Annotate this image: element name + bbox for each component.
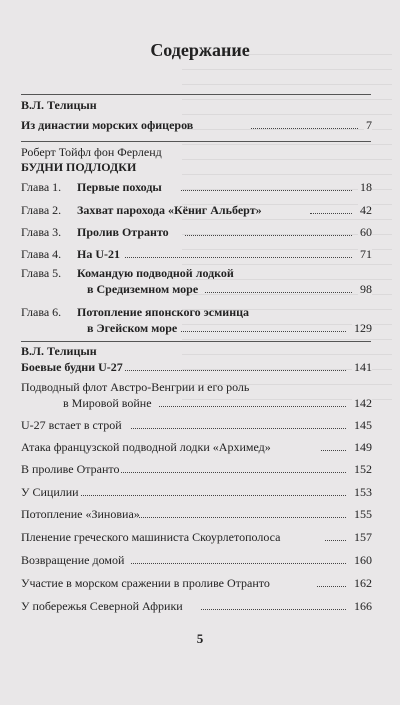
- entry-page: 153: [354, 485, 372, 499]
- dot-leader: [317, 586, 346, 587]
- dot-leader: [159, 406, 346, 407]
- entry-page: 160: [354, 553, 372, 567]
- entry-title: Возвращение домой: [21, 553, 125, 567]
- dot-leader: [185, 235, 352, 236]
- dot-leader: [321, 450, 346, 451]
- page-number: 5: [196, 631, 204, 646]
- section-title: БУДНИ ПОДЛОДКИ: [21, 160, 137, 174]
- toc-chapter[interactable]: [21, 266, 372, 302]
- page-title: Содержание: [150, 40, 250, 60]
- chapter-title-continued: в Средиземном море: [87, 282, 199, 296]
- chapter-title: Захват парохода «Кёниг Альберт»: [77, 203, 262, 217]
- chapter-title-continued: в Эгейском море: [87, 321, 178, 335]
- chapter-label: Глава 2.: [21, 203, 62, 217]
- entry-title: У побережья Северной Африки: [21, 599, 183, 613]
- chapter-title: Первые походы: [77, 180, 162, 194]
- toc-chapter[interactable]: [21, 305, 372, 341]
- entry-page: 162: [354, 576, 372, 590]
- section-divider: [21, 141, 371, 142]
- entry-title: Потопление «Зиновиа»: [21, 507, 140, 521]
- entry-page: 7: [366, 118, 372, 132]
- dot-leader: [310, 213, 352, 214]
- dot-leader: [139, 517, 346, 518]
- section-divider: [21, 341, 371, 342]
- dot-leader: [181, 331, 346, 332]
- entry-page: 155: [354, 507, 372, 521]
- toc-entry[interactable]: [21, 380, 372, 412]
- chapter-label: Глава 5.: [21, 266, 62, 280]
- chapter-page: 60: [360, 225, 372, 239]
- dot-leader: [201, 609, 346, 610]
- entry-title: Подводный флот Австро-Венгрии и его роль: [21, 380, 250, 394]
- section-author: В.Л. Телицын: [21, 98, 97, 112]
- chapter-title: Пролив Отранто: [77, 225, 169, 239]
- chapter-page: 18: [360, 180, 372, 194]
- dot-leader: [325, 540, 346, 541]
- chapter-title: На U-21: [77, 247, 120, 261]
- section-author: Роберт Тойфл фон Ферленд: [21, 145, 162, 159]
- entry-page: 157: [354, 530, 372, 544]
- section-title: Боевые будни U-27: [21, 360, 123, 374]
- chapter-page: 42: [360, 203, 372, 217]
- entry-title: Из династии морских офицеров: [21, 118, 194, 132]
- entry-title: U-27 встает в строй: [21, 418, 122, 432]
- dot-leader: [181, 190, 352, 191]
- entry-page: 152: [354, 462, 372, 476]
- dot-leader: [125, 257, 352, 258]
- chapter-label: Глава 3.: [21, 225, 62, 239]
- chapter-title: Командую подводной лодкой: [77, 266, 234, 280]
- dot-leader: [205, 292, 352, 293]
- dot-leader: [251, 128, 358, 129]
- entry-title: Пленение греческого машиниста Скоурлетополоса: [21, 530, 281, 544]
- section-author: В.Л. Телицын: [21, 344, 97, 358]
- chapter-page: 71: [360, 247, 372, 261]
- entry-title-continued: в Мировой войне: [63, 396, 152, 410]
- entry-title: Участие в морском сражении в проливе Отранто: [21, 576, 270, 590]
- dot-leader: [121, 472, 346, 473]
- chapter-label: Глава 1.: [21, 180, 62, 194]
- entry-page: 142: [354, 396, 372, 410]
- chapter-title: Потопление японского эсминца: [77, 305, 250, 319]
- chapter-label: Глава 4.: [21, 247, 62, 261]
- entry-title: В проливе Отранто: [21, 462, 120, 476]
- entry-page: 149: [354, 440, 372, 454]
- section-title-page: 141: [354, 360, 372, 374]
- dot-leader: [131, 428, 346, 429]
- entry-page: 145: [354, 418, 372, 432]
- chapter-page: 98: [360, 282, 372, 296]
- entry-title: У Сицилии: [21, 485, 79, 499]
- entry-page: 166: [354, 599, 372, 613]
- dot-leader: [125, 370, 346, 371]
- section-divider: [21, 94, 371, 95]
- entry-title: Атака французской подводной лодки «Архимед»: [21, 440, 271, 454]
- dot-leader: [131, 563, 346, 564]
- chapter-label: Глава 6.: [21, 305, 62, 319]
- dot-leader: [81, 495, 346, 496]
- chapter-page: 129: [354, 321, 372, 335]
